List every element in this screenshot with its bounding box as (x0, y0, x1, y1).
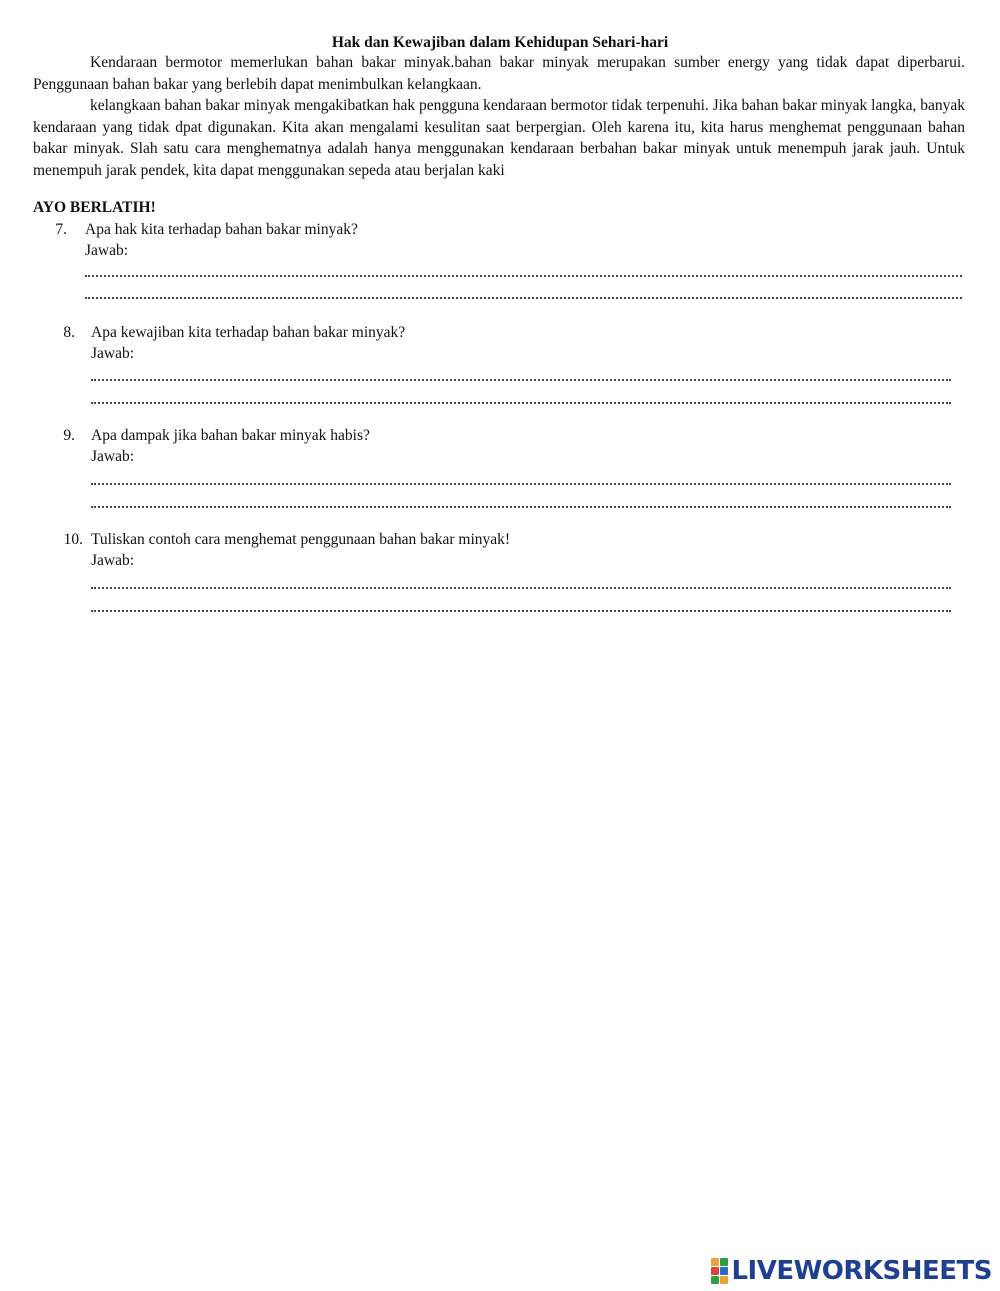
answer-7-line-2-wrap (85, 280, 962, 302)
logo-block (720, 1258, 728, 1266)
answer-7-line-1[interactable] (85, 258, 962, 280)
answer-label: Jawab: (91, 448, 135, 465)
question-number: 8. (63, 324, 75, 341)
answer-9-line-2[interactable] (91, 489, 951, 511)
answer-7-line-2[interactable] (85, 280, 962, 302)
answer-8-line-2[interactable] (91, 385, 951, 407)
answer-8-line-1[interactable] (91, 362, 951, 384)
question-number: 9. (63, 427, 75, 444)
liveworksheets-logo (711, 1256, 992, 1286)
answer-9-line-1[interactable] (91, 466, 951, 488)
question-text: Apa kewajiban kita terhadap bahan bakar minyak? (91, 324, 406, 341)
answer-8-line-2-wrap (91, 385, 951, 407)
answer-10-line-1[interactable] (91, 570, 951, 592)
logo-block (720, 1276, 728, 1284)
logo-text: LIVEWORKSHEETS (731, 1256, 992, 1286)
answer-label: Jawab: (85, 242, 129, 259)
logo-block (720, 1267, 728, 1275)
logo-block (711, 1267, 719, 1275)
question-number: 7. (55, 221, 67, 238)
logo-blocks-icon (711, 1258, 728, 1284)
answer-label: Jawab: (91, 552, 135, 569)
question-text: Tuliskan contoh cara menghemat penggunaan bahan bakar minyak! (91, 531, 511, 548)
answer-10-line-2-wrap (91, 593, 951, 615)
answer-9-line-1-wrap (91, 466, 951, 488)
answer-8-line-1-wrap (91, 362, 951, 384)
answer-label: Jawab: (91, 345, 135, 362)
answer-10-line-1-wrap (91, 570, 951, 592)
answer-10-line-2[interactable] (91, 593, 951, 615)
question-text: Apa dampak jika bahan bakar minyak habis? (91, 427, 370, 444)
question-number: 10. (63, 531, 83, 548)
answer-9-line-2-wrap (91, 489, 951, 511)
logo-block (711, 1276, 719, 1284)
section-heading: AYO BERLATIH! (33, 199, 156, 216)
question-text: Apa hak kita terhadap bahan bakar minyak? (85, 221, 358, 238)
intro-paragraph-1: Kendaraan bermotor memerlukan bahan bakar minyak.bahan bakar minyak merupakan sumber energy yang tidak dapat diperbarui. Penggunaan bahan bakar yang berlebih dapat menimbulkan kelangkaan. (33, 54, 965, 93)
logo-block (711, 1258, 719, 1266)
intro-paragraph-2: kelangkaan bahan bakar minyak mengakibatkan hak pengguna kendaraan bermotor tidak terpenuhi. Jika bahan bakar minyak langka, banyak kendaraan yang tidak dpat digunakan. Kita akan mengalami kesulitan saat berpergian. Oleh karena itu, kita harus menghemat penggunaan bahan bakar minyak. Slah satu cara menghematnya adalah hanya menggunakan kendaraan berbahan bakar minyak untuk menempuh jarak jauh. Untuk menempuh jarak pendek, kita dapat menggunakan sepeda atau berjalan kaki (33, 97, 965, 179)
answer-7-line-1-wrap (85, 258, 962, 280)
page-title: Hak dan Kewajiban dalam Kehidupan Sehari-hari (331, 34, 669, 51)
